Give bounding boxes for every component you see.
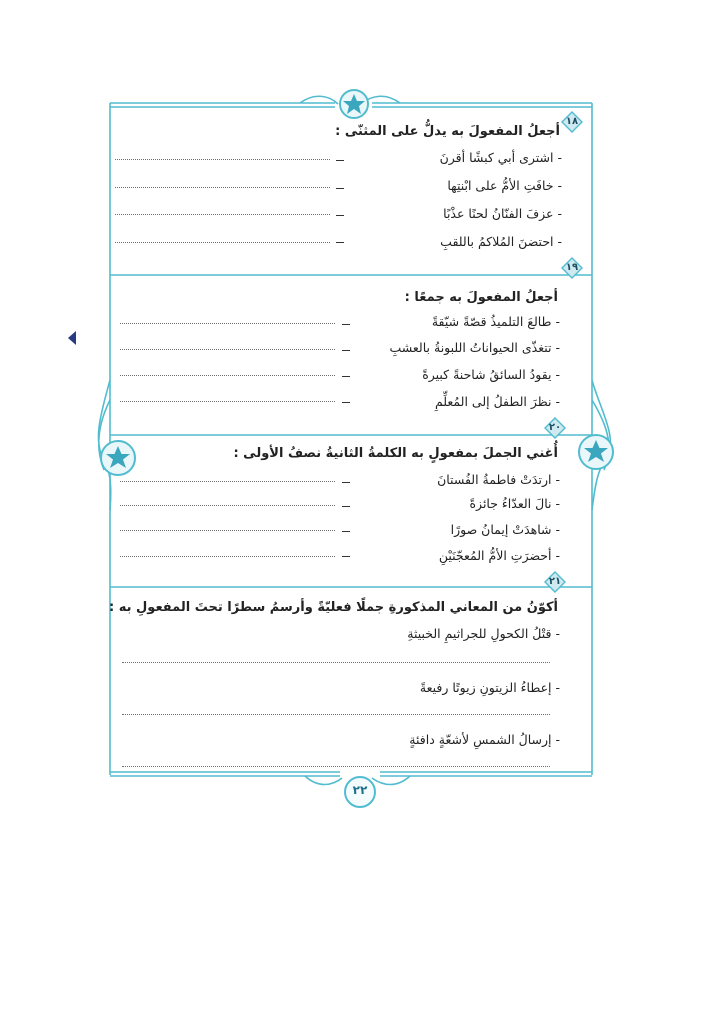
answer-dash <box>342 506 350 507</box>
exercise-20-number: ٢٠ <box>548 422 562 433</box>
exercise-21-item-1: - قتْلُ الكحولِ للجراثيمِ الخبيثةِ <box>407 626 560 641</box>
exercise-19-item-2: - تتغذّى الحيواناتُ اللبونةُ بالعشبِ <box>389 340 560 355</box>
answer-dash <box>336 188 344 189</box>
answer-line[interactable] <box>120 349 335 350</box>
answer-dash <box>336 215 344 216</box>
exercise-19-item-4: - نظرَ الطفلُ إلى المُعلِّمِ <box>434 394 560 409</box>
page-edge-mark-icon <box>68 331 76 345</box>
answer-line[interactable] <box>115 187 330 188</box>
answer-line[interactable] <box>120 375 335 376</box>
exercise-20-item-3: - شاهدَتْ إيمانُ صورًا <box>450 522 560 537</box>
answer-dash <box>342 402 350 403</box>
answer-line[interactable] <box>120 323 335 324</box>
exercise-18-item-2: - خافَتِ الأمُّ على ابْنتِها <box>447 178 562 193</box>
answer-dash <box>342 350 350 351</box>
answer-line[interactable] <box>115 159 330 160</box>
answer-line[interactable] <box>120 401 335 402</box>
exercise-20-heading: أُغني الجملَ بمفعولٍ به الكلمةُ الثانيةُ نصفُ الأولى : <box>233 446 558 461</box>
exercise-19-item-3: - يقودُ السائقُ شاحنةً كبيرةً <box>422 367 560 382</box>
exercise-18-item-4: - احتضنَ المُلاكمُ باللقبِ <box>440 234 562 249</box>
exercise-19-heading: أجعلُ المفعولَ به جمعًا : <box>404 290 558 305</box>
answer-dash <box>342 531 350 532</box>
exercise-19-item-1: - طالعَ التلميذُ قصّةً شيّقةً <box>431 314 560 329</box>
exercise-18-item-1: - اشترى أبي كبشًا أقرنَ <box>439 150 562 165</box>
exercise-20-item-4: - أحضرَتِ الأمُّ المُعجّنَيْنِ <box>438 548 560 563</box>
answer-dash <box>342 324 350 325</box>
exercise-21-item-2: - إعطاءُ الزيتونِ زيوتًا رفيعةً <box>419 680 560 695</box>
exercise-21-number: ٢١ <box>548 576 562 587</box>
answer-line[interactable] <box>122 766 550 767</box>
answer-dash <box>336 160 344 161</box>
answer-dash <box>342 376 350 377</box>
exercise-18-number: ١٨ <box>565 116 579 127</box>
exercise-18-item-3: - عزفَ الفنّانُ لحنًا عذْبًا <box>443 206 562 221</box>
answer-line[interactable] <box>115 214 330 215</box>
exercise-19-number: ١٩ <box>565 262 579 273</box>
exercise-18-heading: أجعلُ المفعولَ به يدلُّ على المثنّى : <box>335 124 560 139</box>
answer-line[interactable] <box>120 530 335 531</box>
answer-line[interactable] <box>120 505 335 506</box>
answer-line[interactable] <box>120 556 335 557</box>
answer-dash <box>342 556 350 557</box>
exercise-20-item-2: - نالَ العدّاءُ جائزةً <box>469 496 560 511</box>
answer-line[interactable] <box>115 242 330 243</box>
answer-line[interactable] <box>122 714 550 715</box>
answer-line[interactable] <box>120 481 335 482</box>
exercise-21-heading: أكوّنُ من المعاني المذكورةِ جملًا فعليّةً وأرسمُ سطرًا تحتَ المفعولِ به : <box>109 600 558 615</box>
answer-dash <box>336 242 344 243</box>
exercise-21-item-3: - إرسالُ الشمسِ لأشعّةٍ دافئةٍ <box>409 732 560 747</box>
page-number: ٢٢ <box>352 783 368 797</box>
answer-line[interactable] <box>122 662 550 663</box>
exercise-20-item-1: - ارتدَتْ فاطمةُ الفُستانَ <box>437 472 560 487</box>
answer-dash <box>342 482 350 483</box>
